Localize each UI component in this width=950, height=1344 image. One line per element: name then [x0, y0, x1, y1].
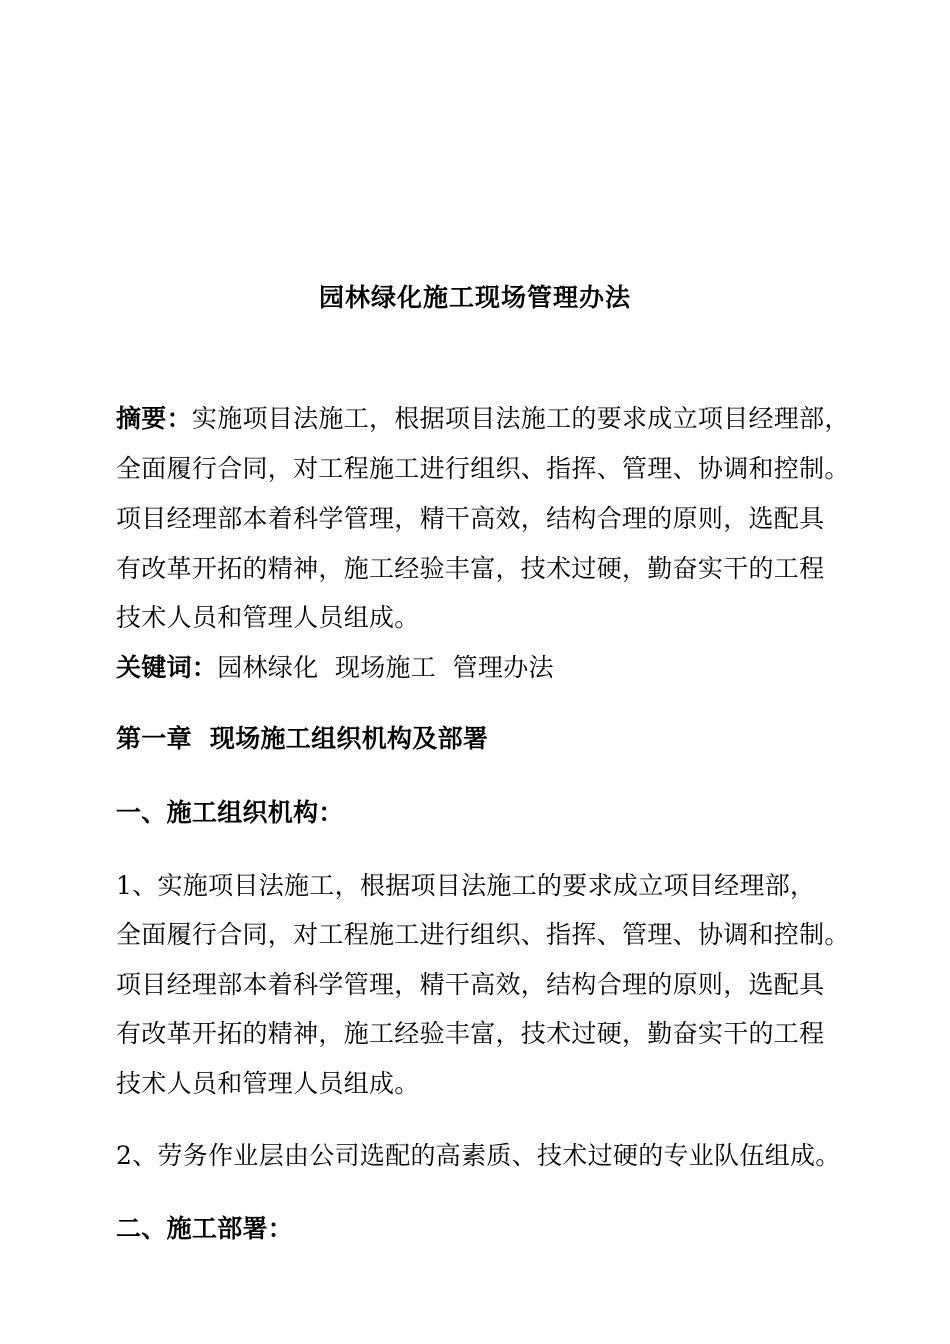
- abstract-line-1: [116, 402, 850, 436]
- item1-line-3: 项目经理部本着科学管理，精干高效，结构合理的原则，选配具: [116, 970, 825, 999]
- document-title: 园林绿化施工现场管理办法: [318, 283, 631, 312]
- keywords-line: [116, 651, 554, 685]
- item1-line-5: 技术人员和管理人员组成。: [116, 1069, 420, 1098]
- abstract-line-4: 有改革开拓的精神，施工经验丰富，技术过硬，勤奋实干的工程: [116, 554, 825, 583]
- item1-line-1: 1、实施项目法施工，根据项目法施工的要求成立项目经理部，: [116, 871, 816, 900]
- item1-line-2: 全面履行合同，对工程施工进行组织、指挥、管理、协调和控制。: [116, 920, 850, 949]
- abstract-label: 摘要：: [116, 404, 192, 433]
- item1-line-4: 有改革开拓的精神，施工经验丰富，技术过硬，勤奋实干的工程: [116, 1019, 825, 1048]
- abstract-text-1: 实施项目法施工，根据项目法施工的要求成立项目经理部，: [191, 404, 850, 433]
- item2-line: 2、劳务作业层由公司选配的高素质、技术过硬的专业队伍组成。: [116, 1141, 841, 1170]
- section-heading-1: 一、施工组织机构：: [116, 798, 344, 827]
- section-heading-2: 二、施工部署：: [116, 1214, 294, 1243]
- abstract-line-3: 项目经理部本着科学管理，精干高效，结构合理的原则，选配具: [116, 504, 825, 533]
- abstract-line-2: 全面履行合同，对工程施工进行组织、指挥、管理、协调和控制。: [116, 454, 850, 483]
- chapter-heading: 第一章 现场施工组织机构及部署: [116, 724, 489, 753]
- abstract-line-5: 技术人员和管理人员组成。: [116, 603, 420, 632]
- keywords-text: 园林绿化 现场施工 管理办法: [217, 653, 554, 682]
- keywords-label: 关键词：: [116, 653, 218, 682]
